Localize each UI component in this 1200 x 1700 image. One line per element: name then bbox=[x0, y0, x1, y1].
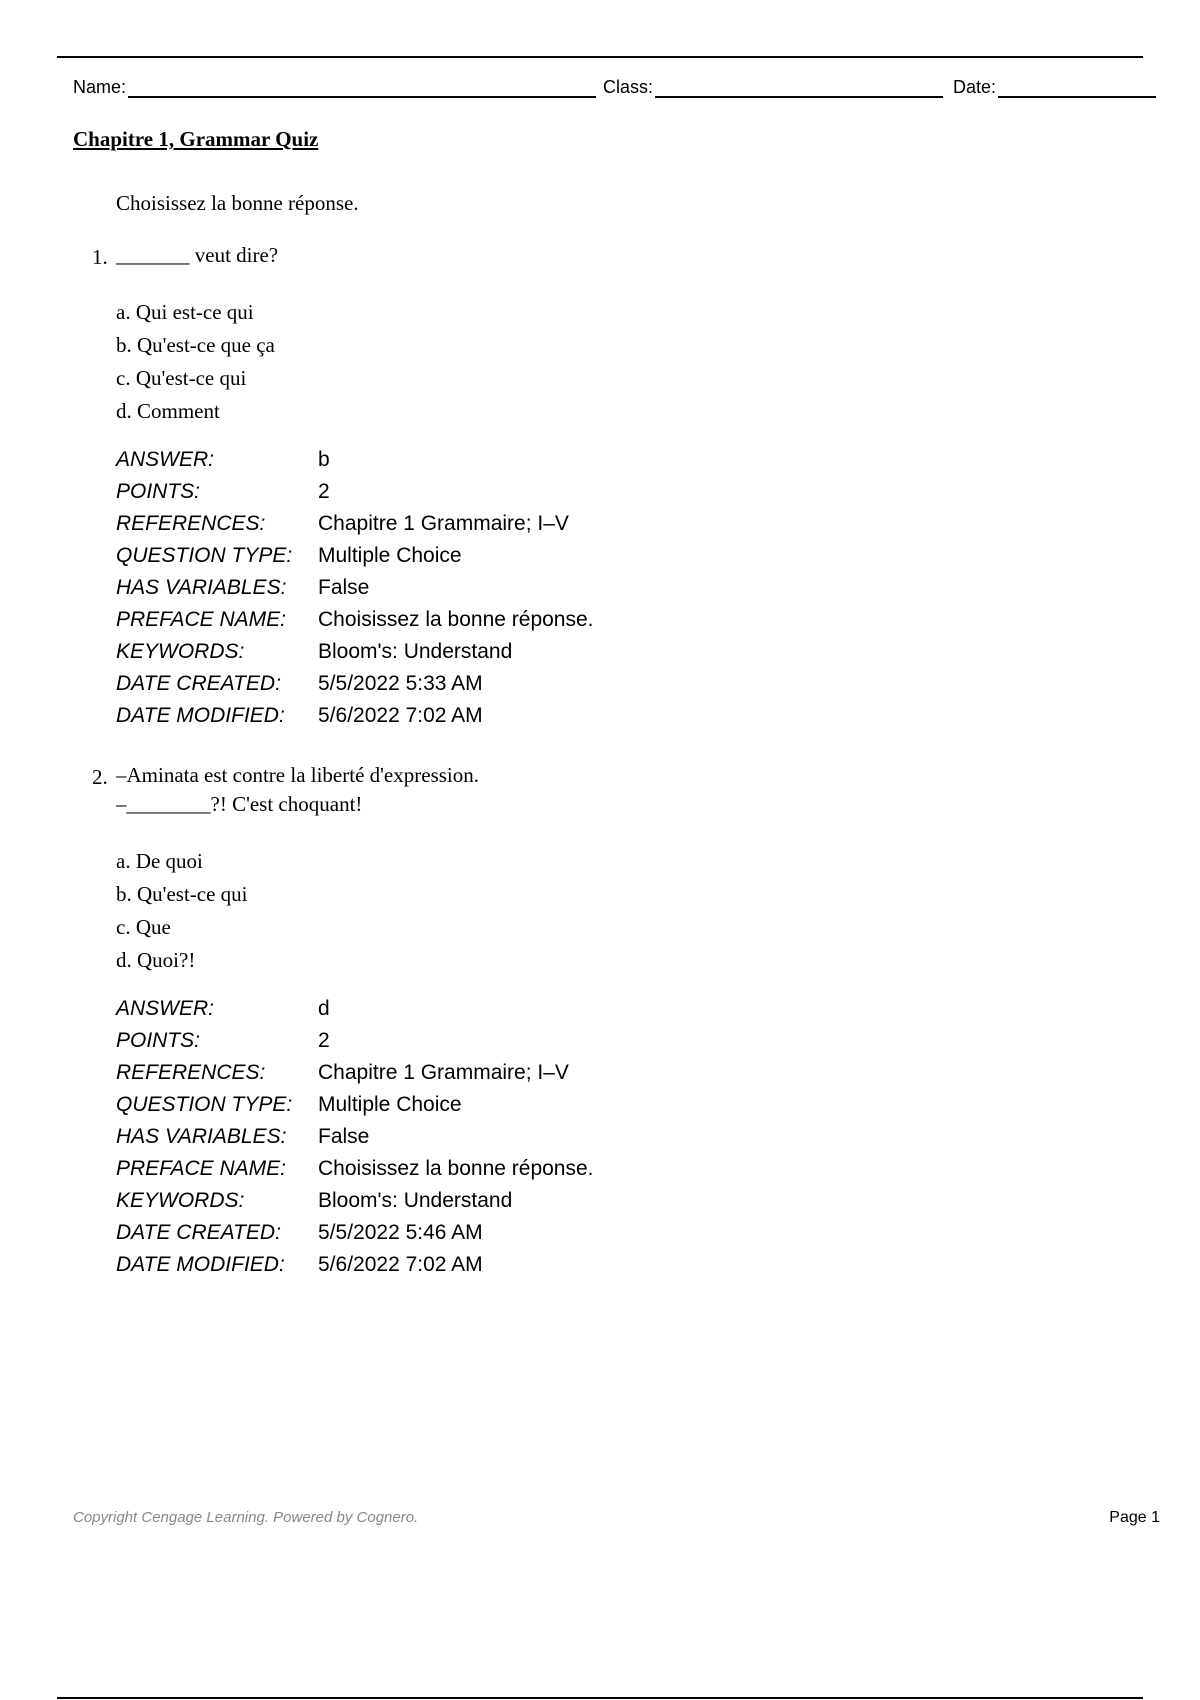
meta-label: HAS VARIABLES: bbox=[116, 1125, 287, 1148]
question-stem bbox=[92, 245, 1092, 270]
meta-value: Bloom's: Understand bbox=[318, 1189, 513, 1212]
meta-row bbox=[116, 1249, 1092, 1281]
meta-row bbox=[116, 1153, 1092, 1185]
page-title: Chapitre 1, Grammar Quiz bbox=[73, 127, 319, 151]
meta-row bbox=[116, 700, 1092, 732]
option-a: a. Qui est-ce qui bbox=[116, 300, 254, 324]
meta-value: Choisissez la bonne réponse. bbox=[318, 608, 594, 631]
option-d: d. Comment bbox=[116, 399, 220, 423]
meta-label: ANSWER: bbox=[116, 448, 215, 471]
date-label: Date: bbox=[953, 77, 997, 97]
class-field[interactable] bbox=[603, 72, 943, 98]
meta-row bbox=[116, 444, 1092, 476]
bottom-rule bbox=[57, 1697, 1143, 1699]
options-list bbox=[116, 845, 1092, 977]
meta-row bbox=[116, 668, 1092, 700]
meta-value: 5/5/2022 5:33 AM bbox=[318, 672, 483, 695]
meta-row bbox=[116, 1089, 1092, 1121]
option-b: b. Qu'est-ce qui bbox=[116, 882, 248, 906]
name-label: Name: bbox=[73, 77, 127, 97]
meta-row bbox=[116, 476, 1092, 508]
question-number: 1. bbox=[92, 245, 108, 269]
meta-value: Chapitre 1 Grammaire; I–V bbox=[318, 1061, 569, 1084]
meta-value: Bloom's: Understand bbox=[318, 640, 513, 663]
meta-row bbox=[116, 540, 1092, 572]
meta-value: Multiple Choice bbox=[318, 1093, 462, 1116]
question-text: _______ veut dire? bbox=[116, 243, 279, 267]
meta-value: d bbox=[318, 997, 330, 1020]
meta-row bbox=[116, 1057, 1092, 1089]
meta-label: DATE MODIFIED: bbox=[116, 1253, 285, 1276]
meta-row bbox=[116, 636, 1092, 668]
meta-row bbox=[116, 508, 1092, 540]
instruction: Choisissez la bonne réponse. bbox=[116, 191, 359, 215]
meta-value: Multiple Choice bbox=[318, 544, 462, 567]
meta-row bbox=[116, 993, 1092, 1025]
name-line[interactable] bbox=[128, 72, 596, 98]
meta-label: DATE MODIFIED: bbox=[116, 704, 285, 727]
option-d: d. Quoi?! bbox=[116, 948, 196, 972]
class-line[interactable] bbox=[655, 72, 943, 98]
meta-label: HAS VARIABLES: bbox=[116, 576, 287, 599]
meta-value: False bbox=[318, 1125, 370, 1148]
answer-metadata bbox=[116, 993, 1092, 1281]
meta-value: Choisissez la bonne réponse. bbox=[318, 1157, 594, 1180]
name-field[interactable] bbox=[73, 72, 596, 98]
meta-label: DATE CREATED: bbox=[116, 1221, 281, 1244]
meta-label: KEYWORDS: bbox=[116, 1189, 245, 1212]
question-1 bbox=[92, 245, 1092, 732]
option-a: a. De quoi bbox=[116, 849, 203, 873]
meta-row bbox=[116, 572, 1092, 604]
meta-row bbox=[116, 604, 1092, 636]
meta-label: QUESTION TYPE: bbox=[116, 1093, 293, 1116]
options-list bbox=[116, 296, 1092, 428]
meta-label: KEYWORDS: bbox=[116, 640, 245, 663]
option-c: c. Qu'est-ce qui bbox=[116, 366, 247, 390]
meta-value: 2 bbox=[318, 480, 330, 503]
question-number: 2. bbox=[92, 765, 108, 789]
meta-value: Chapitre 1 Grammaire; I–V bbox=[318, 512, 569, 535]
meta-value: False bbox=[318, 576, 370, 599]
meta-row bbox=[116, 1185, 1092, 1217]
top-rule bbox=[57, 56, 1143, 58]
meta-value: 5/6/2022 7:02 AM bbox=[318, 704, 483, 727]
meta-label: QUESTION TYPE: bbox=[116, 544, 293, 567]
copyright-notice: Copyright Cengage Learning. Powered by Cognero. bbox=[73, 1509, 419, 1526]
meta-label: ANSWER: bbox=[116, 997, 215, 1020]
question-stem bbox=[92, 765, 1092, 819]
header-fields bbox=[73, 72, 1161, 102]
page-number: Page 1 bbox=[1109, 1509, 1160, 1526]
meta-value: 2 bbox=[318, 1029, 330, 1052]
meta-value: 5/6/2022 7:02 AM bbox=[318, 1253, 483, 1276]
meta-row bbox=[116, 1217, 1092, 1249]
meta-value: 5/5/2022 5:46 AM bbox=[318, 1221, 483, 1244]
date-field[interactable] bbox=[953, 72, 1156, 98]
meta-row bbox=[116, 1025, 1092, 1057]
meta-label: POINTS: bbox=[116, 1029, 201, 1052]
meta-label: PREFACE NAME: bbox=[116, 608, 286, 631]
meta-label: REFERENCES: bbox=[116, 1061, 266, 1084]
option-c: c. Que bbox=[116, 915, 171, 939]
meta-row bbox=[116, 1121, 1092, 1153]
meta-label: REFERENCES: bbox=[116, 512, 266, 535]
date-line[interactable] bbox=[998, 72, 1156, 98]
question-text: –Aminata est contre la liberté d'expression. –________?! C'est choquant! bbox=[116, 763, 479, 816]
answer-metadata bbox=[116, 444, 1092, 732]
meta-label: POINTS: bbox=[116, 480, 201, 503]
meta-label: PREFACE NAME: bbox=[116, 1157, 286, 1180]
class-label: Class: bbox=[603, 77, 654, 97]
option-b: b. Qu'est-ce que ça bbox=[116, 333, 275, 357]
meta-value: b bbox=[318, 448, 330, 471]
question-2 bbox=[92, 765, 1092, 1281]
meta-label: DATE CREATED: bbox=[116, 672, 281, 695]
